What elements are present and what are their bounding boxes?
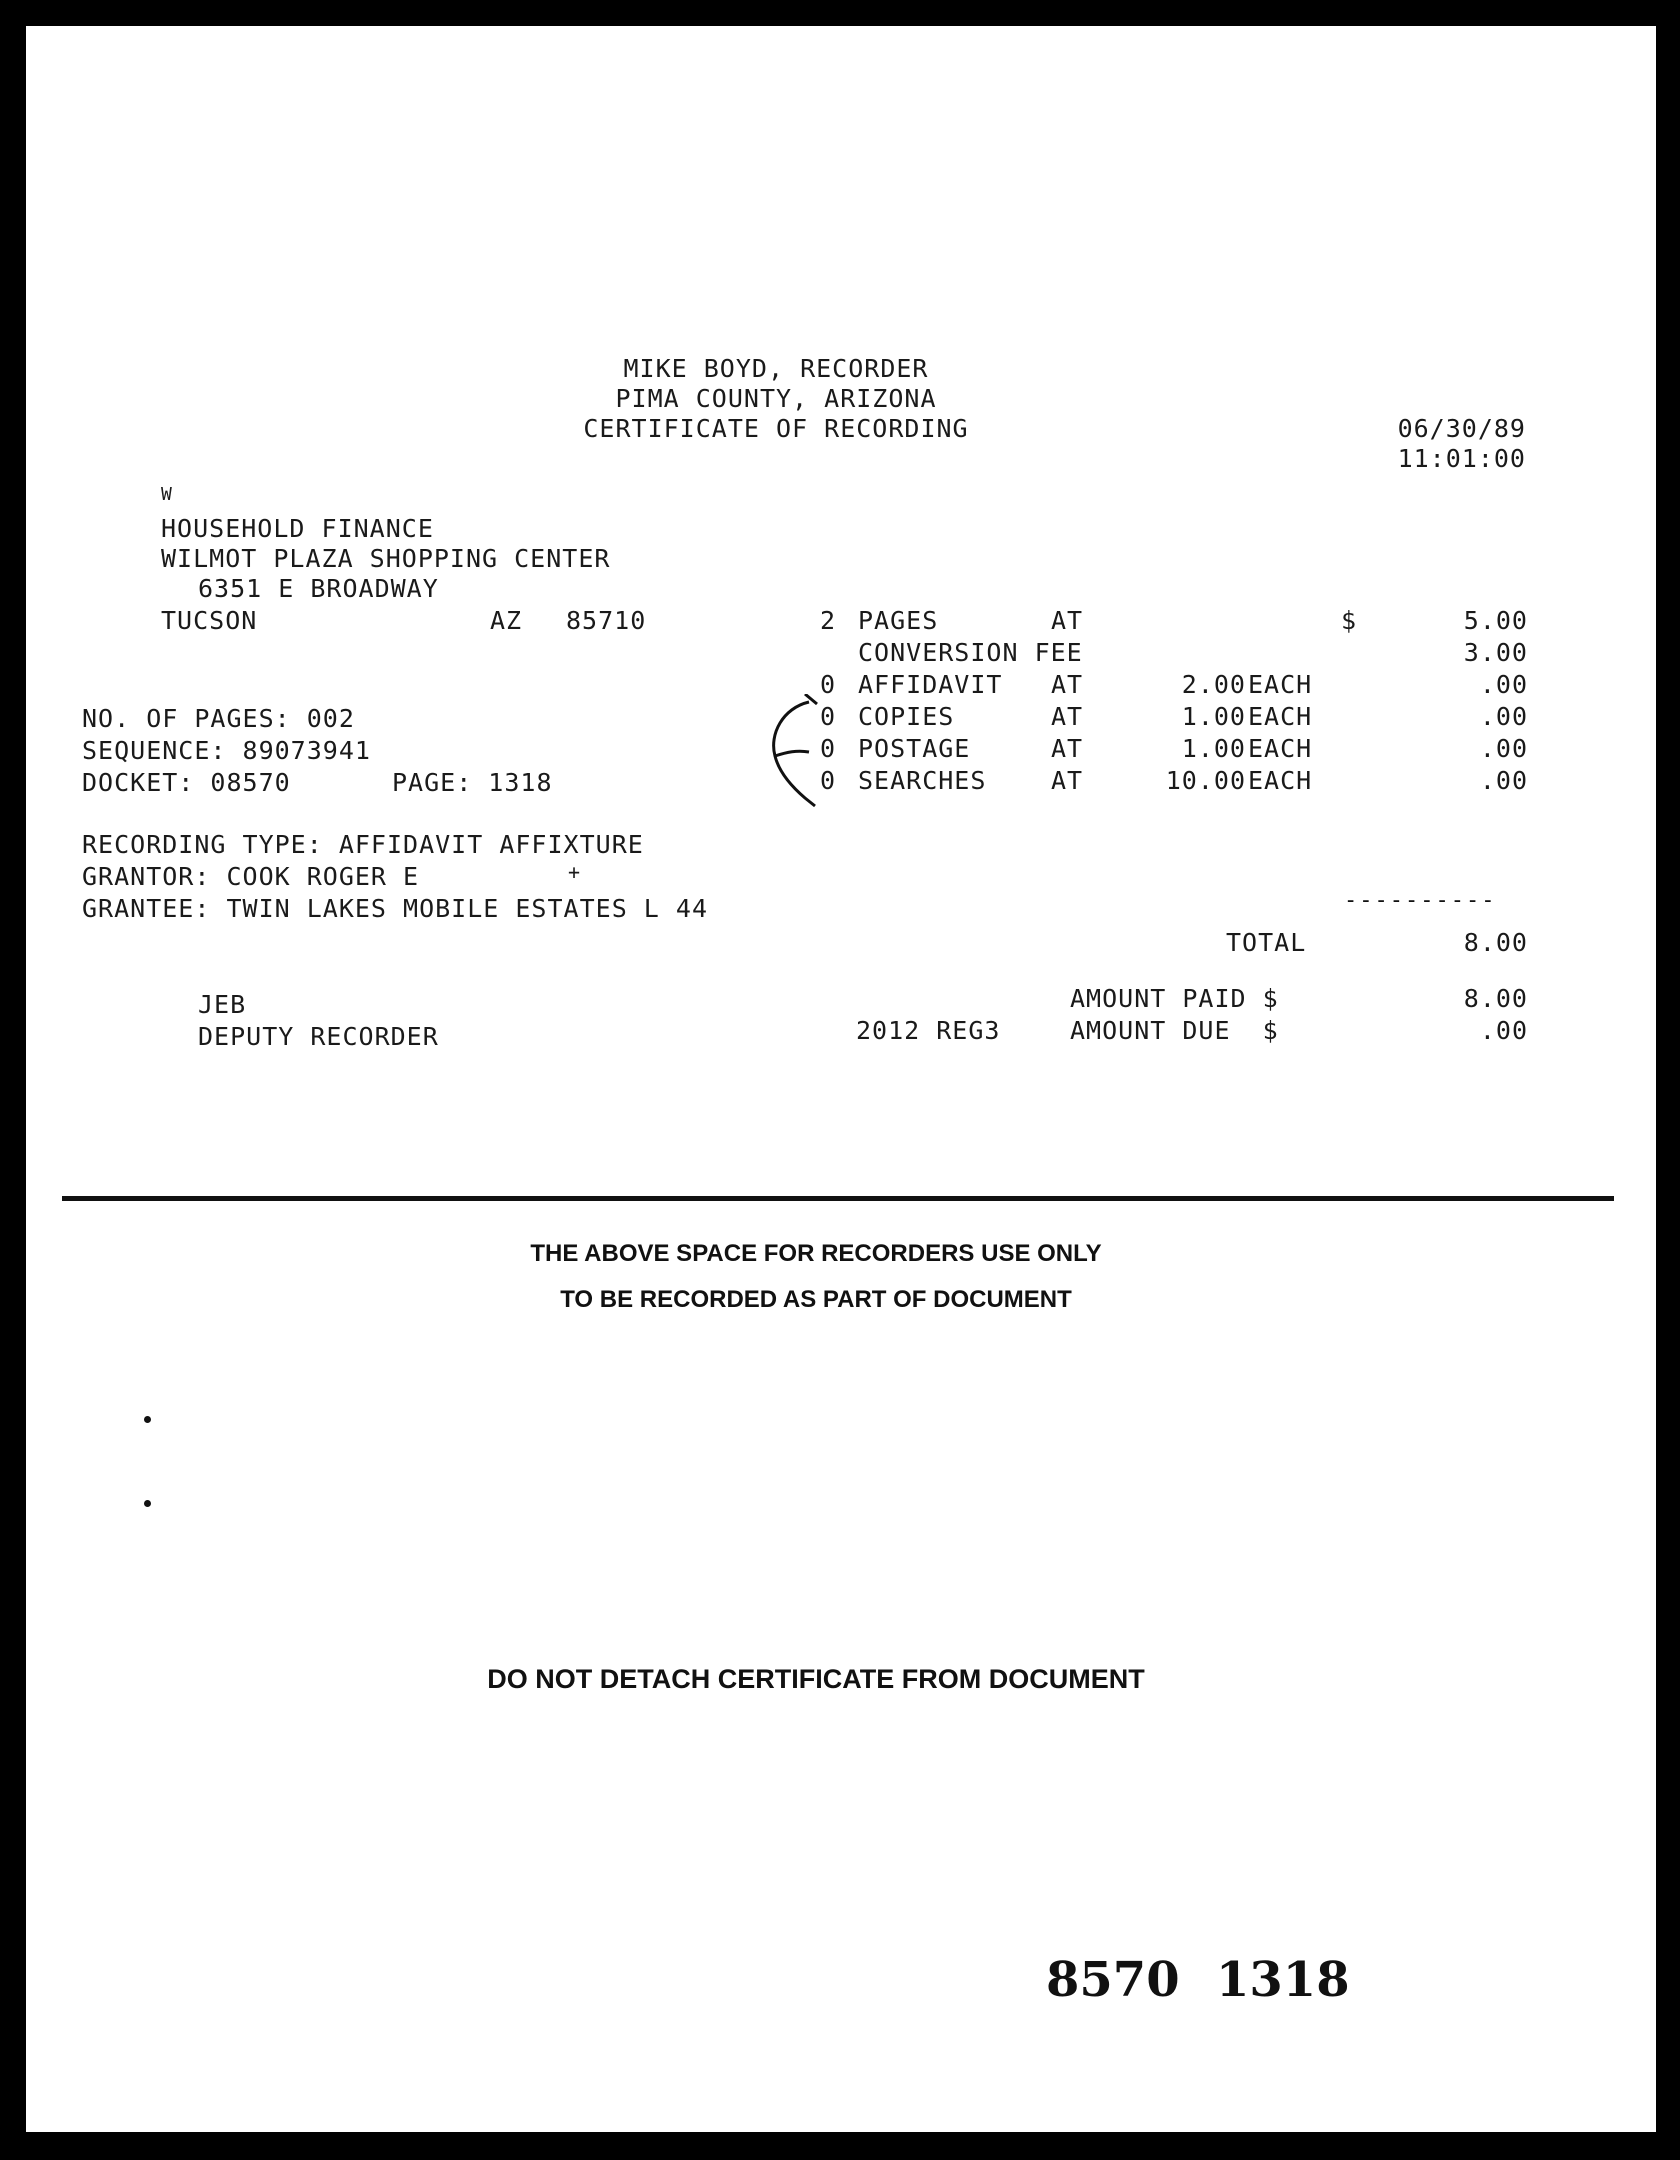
fee-item: POSTAGE: [858, 734, 971, 763]
amount-paid-value: 8.00: [1463, 984, 1528, 1013]
do-not-detach-notice: DO NOT DETACH CERTIFICATE FROM DOCUMENT: [487, 1664, 1145, 1694]
addressee-line2: WILMOT PLAZA SHOPPING CENTER: [161, 544, 611, 573]
addressee-state: AZ: [490, 606, 523, 635]
fee-at: AT: [1051, 702, 1084, 731]
recorder-section-divider: [62, 1196, 1614, 1201]
fee-amount: .00: [1479, 734, 1528, 763]
page-number: PAGE: 1318: [392, 768, 553, 797]
grantor-mark: +: [568, 860, 582, 884]
grantor: GRANTOR: COOK ROGER E: [82, 862, 420, 891]
total-separator: ----------: [1344, 888, 1497, 913]
fee-dollar: $: [1341, 606, 1358, 635]
fee-rate: 2.00: [1181, 670, 1246, 699]
number-of-pages: NO. OF PAGES: 002: [82, 704, 355, 733]
fee-at: AT: [1051, 766, 1084, 795]
record-time: 11:01:00: [1397, 444, 1526, 473]
recorder-name: MIKE BOYD, RECORDER: [623, 354, 929, 383]
fee-amount: 5.00: [1463, 606, 1528, 635]
fee-qty: 0: [819, 734, 836, 763]
grantee: GRANTEE: TWIN LAKES MOBILE ESTATES L 44: [82, 894, 708, 923]
speck-mark: [144, 1416, 151, 1423]
deputy-title: DEPUTY RECORDER: [198, 1022, 439, 1051]
fee-amount: .00: [1479, 766, 1528, 795]
register-id: 2012 REG3: [856, 1016, 1001, 1045]
fee-qty: 0: [819, 702, 836, 731]
recording-type: RECORDING TYPE: AFFIDAVIT AFFIXTURE: [82, 830, 644, 859]
deputy-initials: JEB: [198, 990, 247, 1019]
amount-paid-label: AMOUNT PAID $: [1070, 984, 1279, 1013]
fee-item: COPIES: [858, 702, 955, 731]
fee-item: CONVERSION FEE: [858, 638, 1083, 667]
fee-each: EACH: [1248, 670, 1313, 699]
fee-at: AT: [1051, 734, 1084, 763]
addressee-name: HOUSEHOLD FINANCE: [161, 514, 434, 543]
fee-each: EACH: [1248, 734, 1313, 763]
addressee-city: TUCSON: [161, 606, 258, 635]
handwritten-bracket-mark: [761, 694, 821, 814]
fee-at: AT: [1051, 606, 1084, 635]
fee-rate: 10.00: [1165, 766, 1246, 795]
stamp-docket-number: 8570: [1046, 1952, 1180, 2008]
recorders-use-notice: THE ABOVE SPACE FOR RECORDERS USE ONLY: [530, 1240, 1102, 1267]
total-value: 8.00: [1463, 928, 1528, 957]
fee-qty: 0: [819, 766, 836, 795]
certificate-sheet: [26, 26, 1656, 2132]
addressee-mark: W: [161, 484, 173, 505]
fee-each: EACH: [1248, 702, 1313, 731]
sequence-number: SEQUENCE: 89073941: [82, 736, 371, 765]
fee-item: SEARCHES: [858, 766, 987, 795]
recorded-part-notice: TO BE RECORDED AS PART OF DOCUMENT: [560, 1286, 1072, 1313]
fee-amount: .00: [1479, 670, 1528, 699]
total-label: TOTAL: [1226, 928, 1307, 957]
addressee-zip: 85710: [566, 606, 647, 635]
docket-number: DOCKET: 08570: [82, 768, 291, 797]
fee-each: EACH: [1248, 766, 1313, 795]
amount-due-label: AMOUNT DUE $: [1070, 1016, 1279, 1045]
county-name: PIMA COUNTY, ARIZONA: [615, 384, 937, 413]
addressee-street: 6351 E BROADWAY: [198, 574, 439, 603]
fee-amount: .00: [1479, 702, 1528, 731]
certificate-title: CERTIFICATE OF RECORDING: [583, 414, 969, 443]
fee-qty: 0: [819, 670, 836, 699]
record-date: 06/30/89: [1397, 414, 1526, 443]
speck-mark: [144, 1500, 151, 1507]
fee-qty: 2: [819, 606, 836, 635]
fee-amount: 3.00: [1463, 638, 1528, 667]
fee-item: PAGES: [858, 606, 939, 635]
stamp-page-number: 1318: [1216, 1952, 1350, 2008]
fee-item: AFFIDAVIT: [858, 670, 1003, 699]
fee-rate: 1.00: [1181, 734, 1246, 763]
fee-at: AT: [1051, 670, 1084, 699]
amount-due-value: .00: [1479, 1016, 1528, 1045]
fee-rate: 1.00: [1181, 702, 1246, 731]
